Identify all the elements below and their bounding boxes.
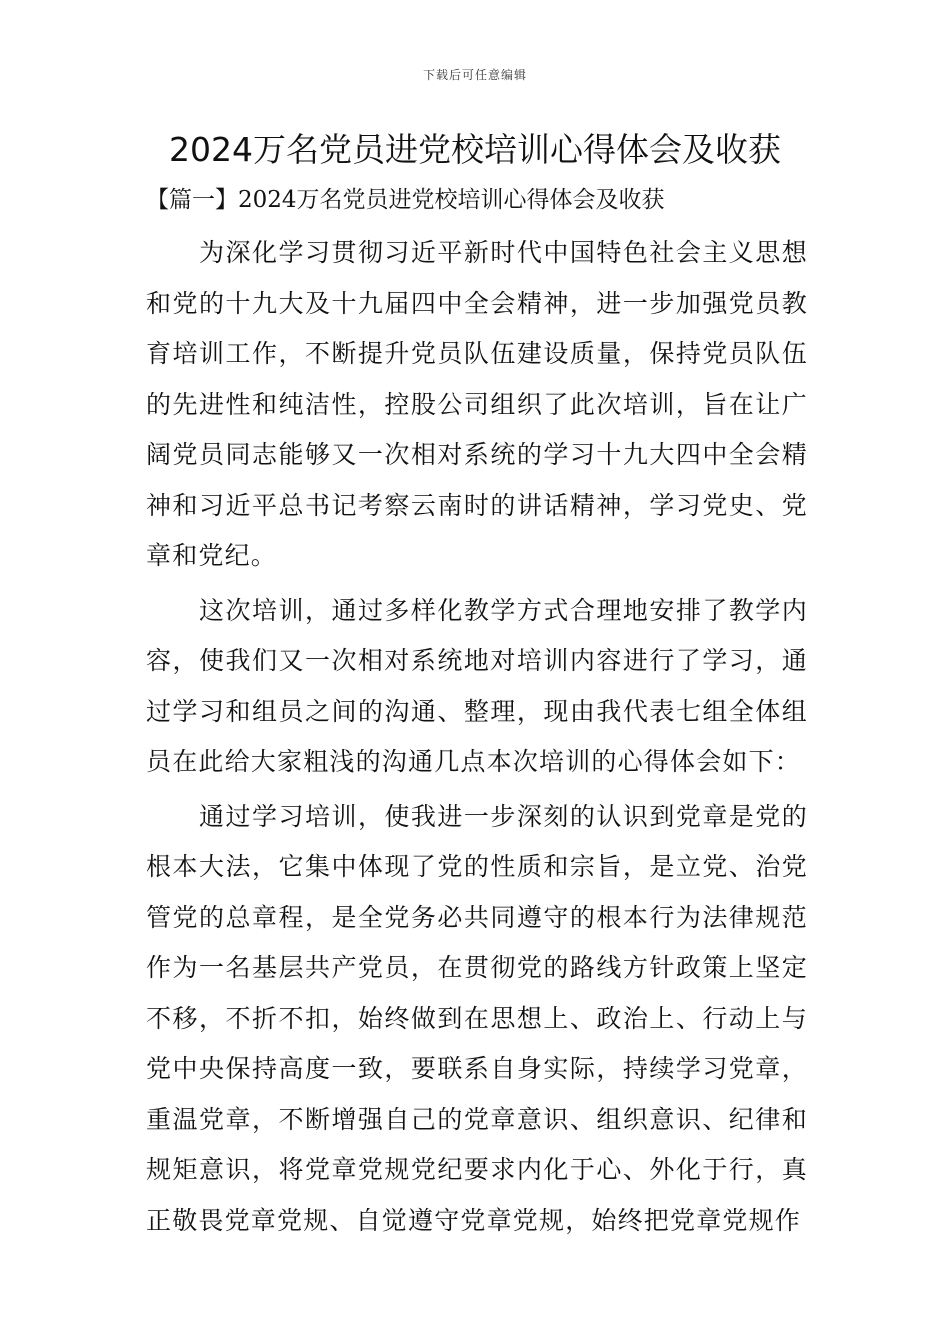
page-title: 2024万名党员进党校培训心得体会及收获 (169, 130, 781, 169)
paragraph-2: 这次培训，通过多样化教学方式合理地安排了教学内容，使我们又一次相对系统地对培训内容进行了学习，通过学习和组员之间的沟通、整理，现由我代表七组全体组员在此给大家粗浅的沟通几点本次培训的心得体会如下： (146, 595, 808, 776)
paragraph-1: 为深化学习贯彻习近平新时代中国特色社会主义思想和党的十九大及十九届四中全会精神，进一步加强党员教育培训工作，不断提升党员队伍建设质量，保持党员队伍的先进性和纯洁性，控股公司组织了此次培训，旨在让广阔党员同志能够又一次相对系统的学习十九大四中全会精神和习近平总书记考察云南时的讲话精神，学习党史、党章和党纪。 (146, 238, 808, 570)
header-note: 下载后可任意编辑 (422, 68, 527, 82)
body-text (146, 228, 808, 1250)
section-subtitle: 【篇一】2024万名党员进党校培训心得体会及收获 (146, 187, 665, 213)
paragraph-3: 通过学习培训，使我进一步深刻的认识到党章是党的根本大法，它集中体现了党的性质和宗旨，是立党、治党管党的总章程，是全党务必共同遵守的根本行为法律规范作为一名基层共产党员，在贯彻党的路线方针政策上坚定不移，不折不扣，始终做到在思想上、政治上、行动上与党中央保持高度一致，要联系自身实际，持续学习党章，重温党章，不断增强自己的党章意识、组织意识、纪律和规矩意识，将党章党规党纪要求内化于心、外化于行，真正敬畏党章党规、自觉遵守党章党规，始终把党章党规作 (146, 801, 808, 1235)
